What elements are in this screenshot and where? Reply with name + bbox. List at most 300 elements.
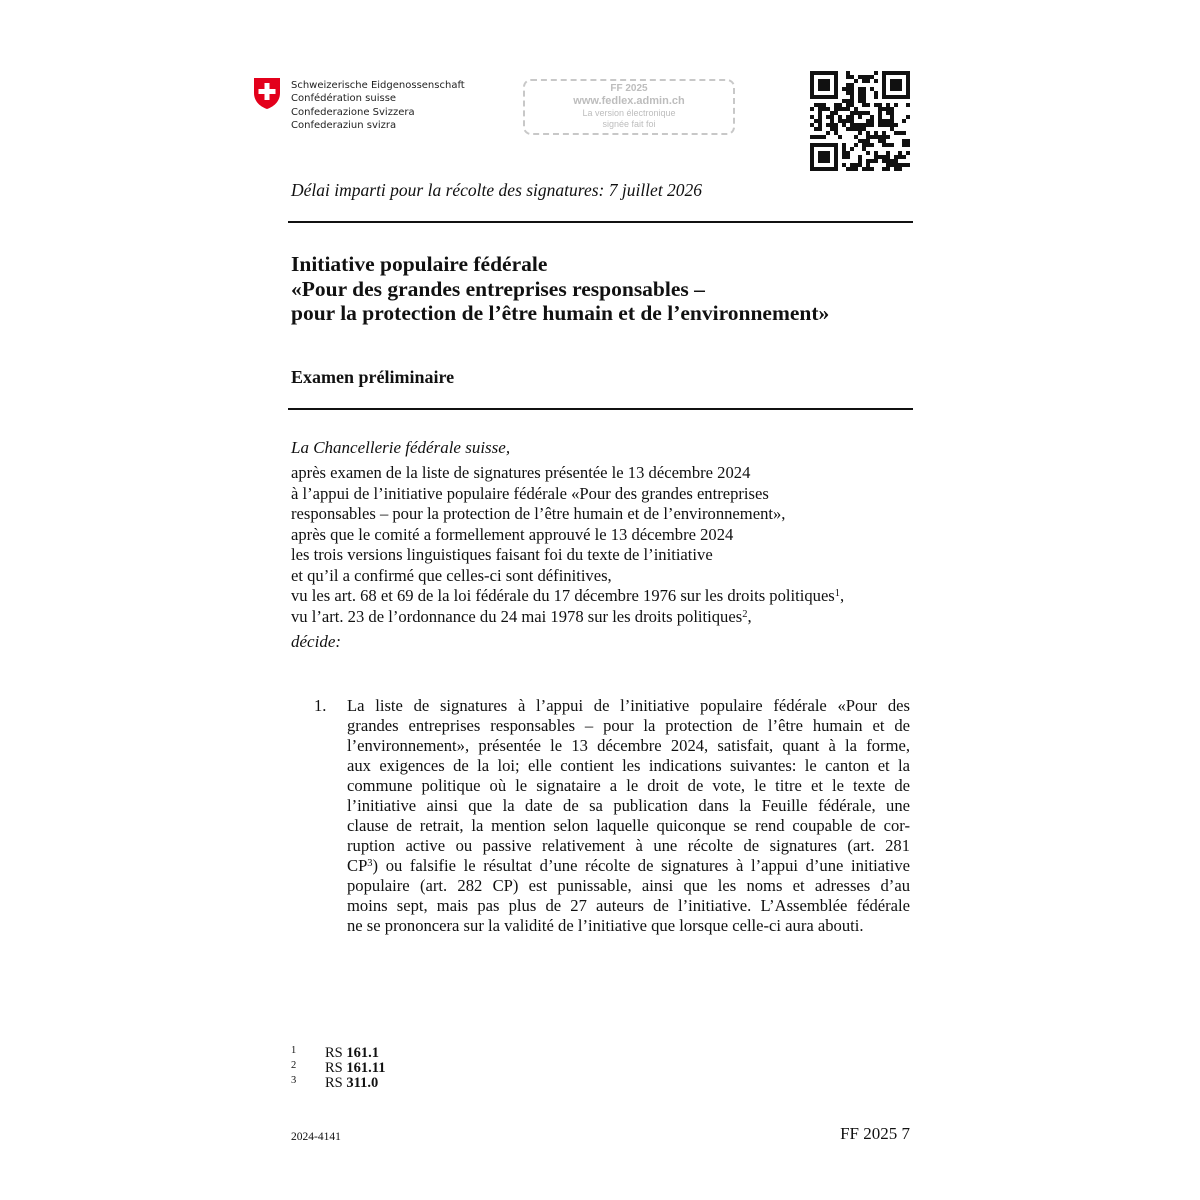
qr-module xyxy=(882,143,886,147)
qr-module xyxy=(818,103,822,107)
qr-module xyxy=(810,95,814,99)
qr-module xyxy=(898,83,902,87)
qr-module xyxy=(814,143,818,147)
stamp-note-2: signée fait foi xyxy=(602,119,656,129)
qr-module xyxy=(810,143,814,147)
considerant-line xyxy=(291,607,844,628)
qr-module xyxy=(870,115,874,119)
qr-module xyxy=(882,131,886,135)
qr-module xyxy=(850,87,854,91)
qr-module xyxy=(826,143,830,147)
decision-label: décide: xyxy=(291,632,342,651)
qr-module xyxy=(842,99,846,103)
qr-module xyxy=(902,139,906,143)
qr-module xyxy=(870,167,874,171)
qr-module xyxy=(858,163,862,167)
qr-module xyxy=(810,115,814,119)
footnote-prefix: RS xyxy=(325,1075,343,1091)
qr-module xyxy=(854,167,858,171)
qr-module xyxy=(854,111,858,115)
qr-module xyxy=(870,159,874,163)
qr-module xyxy=(866,159,870,163)
qr-module xyxy=(822,83,826,87)
footnote-reference[interactable]: 1 xyxy=(834,588,841,599)
qr-module xyxy=(830,123,834,127)
qr-module xyxy=(850,167,854,171)
qr-module xyxy=(898,71,902,75)
qr-module xyxy=(882,155,886,159)
qr-module xyxy=(846,155,850,159)
bottom-divider xyxy=(288,408,913,410)
qr-module xyxy=(846,83,850,87)
qr-module xyxy=(870,75,874,79)
qr-module xyxy=(830,167,834,171)
qr-module xyxy=(814,127,818,131)
qr-module xyxy=(818,127,822,131)
qr-module xyxy=(846,167,850,171)
stamp-note-1: La version électronique xyxy=(582,108,676,118)
considerant-text: vu les art. 68 et 69 de la loi fédérale du 17 décembre 1976 sur les droits politiques xyxy=(291,586,835,605)
qr-module xyxy=(906,79,910,83)
qr-module xyxy=(886,143,890,147)
qr-module xyxy=(842,155,846,159)
qr-module xyxy=(818,119,822,123)
qr-module xyxy=(890,107,894,111)
qr-module xyxy=(862,147,866,151)
item-line: moins sept, mais pas plus de 27 auteurs de l’initiative. L’Assemblée fédérale xyxy=(347,896,910,915)
qr-module xyxy=(886,167,890,171)
qr-module xyxy=(898,167,902,171)
qr-module xyxy=(846,151,850,155)
qr-module xyxy=(826,115,830,119)
qr-module xyxy=(866,119,870,123)
qr-module xyxy=(826,79,830,83)
qr-module xyxy=(814,103,818,107)
qr-module xyxy=(826,83,830,87)
title-line: Initiative populaire fédérale xyxy=(291,252,548,276)
qr-module xyxy=(854,143,858,147)
qr-module xyxy=(810,147,814,151)
qr-module xyxy=(894,71,898,75)
document-number: 2024-4141 xyxy=(291,1131,341,1143)
item-line xyxy=(347,856,910,876)
qr-module xyxy=(826,107,830,111)
signature-deadline: Délai imparti pour la récolte des signatures: 7 juillet 2026 xyxy=(291,180,703,200)
item-line: La liste de signatures à l’appui de l’initiative populaire fédérale «Pour des xyxy=(347,696,910,715)
qr-module xyxy=(886,151,890,155)
qr-module xyxy=(898,151,902,155)
confederation-name-fr: Confédération suisse xyxy=(291,93,397,105)
qr-module xyxy=(866,131,870,135)
qr-module xyxy=(846,87,850,91)
qr-module xyxy=(826,123,830,127)
qr-module xyxy=(866,123,870,127)
qr-module xyxy=(818,167,822,171)
item-line-start: CP xyxy=(347,856,368,875)
qr-module xyxy=(866,103,870,107)
qr-module xyxy=(874,103,878,107)
qr-module xyxy=(810,71,814,75)
qr-module xyxy=(882,139,886,143)
item-line: clause de retrait, la mention selon laquelle quiconque se rend coupable de cor- xyxy=(347,816,910,835)
qr-code xyxy=(810,71,910,171)
qr-module xyxy=(850,115,854,119)
qr-module xyxy=(826,87,830,91)
qr-module xyxy=(858,95,862,99)
qr-module xyxy=(850,75,854,79)
qr-module xyxy=(830,127,834,131)
qr-module xyxy=(870,135,874,139)
footnote-number: 1 xyxy=(291,1045,297,1056)
qr-module xyxy=(862,139,866,143)
qr-module xyxy=(846,91,850,95)
confederation-name-it: Confederazione Svizzera xyxy=(291,106,415,118)
qr-module xyxy=(862,91,866,95)
footnote-reference[interactable]: 3 xyxy=(367,858,373,869)
qr-module xyxy=(810,91,814,95)
qr-module xyxy=(882,71,886,75)
qr-module xyxy=(814,119,818,123)
qr-module xyxy=(862,127,866,131)
qr-module xyxy=(898,163,902,167)
item-line: ruption active ou passive relativement à une récolte de signatures (art. 281 xyxy=(347,836,910,855)
qr-module xyxy=(858,91,862,95)
qr-module xyxy=(810,123,814,127)
qr-module xyxy=(906,83,910,87)
qr-module xyxy=(882,167,886,171)
stamp-url: www.fedlex.admin.ch xyxy=(573,95,685,107)
qr-module xyxy=(822,159,826,163)
document-subtitle: Examen préliminaire xyxy=(291,367,455,387)
qr-module xyxy=(858,155,862,159)
qr-module xyxy=(846,71,850,75)
qr-module xyxy=(902,131,906,135)
qr-module xyxy=(834,127,838,131)
qr-module xyxy=(902,155,906,159)
qr-module xyxy=(906,163,910,167)
qr-module xyxy=(810,135,814,139)
qr-module xyxy=(858,75,862,79)
footnote-reference[interactable]: 2 xyxy=(742,608,748,620)
qr-module xyxy=(894,123,898,127)
item-line: grandes entreprises responsables – pour la protection de l’être humain et de xyxy=(347,716,910,735)
qr-module xyxy=(834,147,838,151)
qr-module xyxy=(842,163,846,167)
qr-module xyxy=(826,167,830,171)
qr-module xyxy=(834,71,838,75)
qr-module xyxy=(814,135,818,139)
page-reference: FF 2025 7 xyxy=(840,1124,910,1143)
qr-module xyxy=(858,131,862,135)
qr-module xyxy=(818,83,822,87)
qr-module xyxy=(878,155,882,159)
qr-module xyxy=(850,123,854,127)
qr-module xyxy=(882,159,886,163)
qr-module xyxy=(858,87,862,91)
footnote-number: 2 xyxy=(291,1060,297,1071)
qr-module xyxy=(886,107,890,111)
qr-module xyxy=(838,135,842,139)
qr-module xyxy=(902,95,906,99)
qr-module xyxy=(890,163,894,167)
stamp-reference: FF 2025 xyxy=(610,83,648,94)
qr-module xyxy=(866,139,870,143)
confederation-name-rm: Confederaziun svizra xyxy=(291,119,397,131)
considerant-line: à l’appui de l’initiative populaire fédérale «Pour des grandes entreprises xyxy=(291,483,769,503)
qr-module xyxy=(834,167,838,171)
qr-module xyxy=(906,71,910,75)
considerant-line: et qu’il a confirmé que celles-ci sont définitives, xyxy=(291,565,612,585)
qr-module xyxy=(850,83,854,87)
qr-module xyxy=(810,107,814,111)
qr-module xyxy=(854,107,858,111)
qr-module xyxy=(822,71,826,75)
qr-module xyxy=(810,79,814,83)
qr-module xyxy=(834,151,838,155)
qr-module xyxy=(834,91,838,95)
qr-module xyxy=(850,119,854,123)
qr-module xyxy=(886,135,890,139)
qr-module xyxy=(854,135,858,139)
qr-module xyxy=(894,83,898,87)
qr-module xyxy=(866,135,870,139)
qr-module xyxy=(854,79,858,83)
qr-module xyxy=(902,71,906,75)
qr-module xyxy=(822,79,826,83)
qr-module xyxy=(886,103,890,107)
footnote xyxy=(291,1076,385,1091)
qr-module xyxy=(854,163,858,167)
qr-module xyxy=(846,127,850,131)
qr-module xyxy=(838,103,842,107)
qr-module xyxy=(810,159,814,163)
qr-module xyxy=(878,111,882,115)
qr-module xyxy=(898,155,902,159)
qr-module xyxy=(834,155,838,159)
title-line: «Pour des grandes entreprises responsables – xyxy=(291,276,705,301)
qr-module xyxy=(850,91,854,95)
qr-module xyxy=(862,79,866,83)
qr-module xyxy=(874,159,878,163)
qr-module xyxy=(882,91,886,95)
footnote-link[interactable]: 161.11 xyxy=(346,1060,386,1076)
item-line: aux exigences de la loi; elle contient les indications suivantes: le canton et la xyxy=(347,756,910,775)
qr-module xyxy=(874,155,878,159)
footnote-link[interactable]: 311.0 xyxy=(346,1075,379,1091)
qr-module xyxy=(866,79,870,83)
qr-module xyxy=(906,91,910,95)
qr-module xyxy=(846,75,850,79)
qr-module xyxy=(862,75,866,79)
qr-module xyxy=(882,135,886,139)
qr-module xyxy=(822,155,826,159)
footnote-prefix: RS xyxy=(325,1045,343,1061)
qr-module xyxy=(878,107,882,111)
document-title xyxy=(291,252,829,326)
qr-module xyxy=(898,87,902,91)
qr-module xyxy=(862,143,866,147)
qr-module xyxy=(850,103,854,107)
qr-module xyxy=(810,151,814,155)
item-number: 1. xyxy=(314,696,327,715)
qr-module xyxy=(818,135,822,139)
qr-module xyxy=(822,135,826,139)
qr-module xyxy=(834,123,838,127)
punctuation: , xyxy=(840,586,845,605)
qr-module xyxy=(834,143,838,147)
qr-module xyxy=(810,75,814,79)
qr-module xyxy=(858,139,862,143)
qr-module xyxy=(894,95,898,99)
qr-module xyxy=(826,95,830,99)
qr-module xyxy=(846,103,850,107)
qr-module xyxy=(822,167,826,171)
qr-module xyxy=(826,151,830,155)
qr-module xyxy=(886,95,890,99)
qr-module xyxy=(906,143,910,147)
qr-module xyxy=(822,87,826,91)
item-line: l’environnement», présentée le 13 décembre 2024, satisfait, quant à la forme, xyxy=(347,736,910,755)
qr-module xyxy=(866,111,870,115)
qr-module xyxy=(878,139,882,143)
qr-module xyxy=(878,123,882,127)
qr-module xyxy=(830,111,834,115)
qr-module xyxy=(898,131,902,135)
qr-module xyxy=(822,143,826,147)
qr-module xyxy=(886,123,890,127)
qr-module xyxy=(818,79,822,83)
qr-module xyxy=(826,71,830,75)
item-text xyxy=(347,696,910,936)
qr-module xyxy=(834,131,838,135)
qr-module xyxy=(886,159,890,163)
qr-module xyxy=(834,75,838,79)
qr-module xyxy=(834,103,838,107)
qr-module xyxy=(858,115,862,119)
qr-module xyxy=(906,115,910,119)
issuing-authority: La Chancellerie fédérale suisse, xyxy=(291,438,511,457)
qr-module xyxy=(882,95,886,99)
qr-module xyxy=(862,99,866,103)
considerant-line: les trois versions linguistiques faisant foi du texte de l’initiative xyxy=(291,545,713,564)
qr-module xyxy=(838,107,842,111)
punctuation: , xyxy=(747,606,752,626)
qr-module xyxy=(862,123,866,127)
qr-module xyxy=(874,79,878,83)
qr-module xyxy=(818,95,822,99)
qr-module xyxy=(826,155,830,159)
qr-module xyxy=(874,91,878,95)
qr-module xyxy=(818,155,822,159)
qr-module xyxy=(882,75,886,79)
qr-module xyxy=(850,99,854,103)
qr-module xyxy=(874,151,878,155)
footnote-number: 3 xyxy=(291,1075,297,1086)
qr-module xyxy=(822,103,826,107)
qr-module xyxy=(822,107,826,111)
confederation-names xyxy=(291,79,465,132)
qr-module xyxy=(898,79,902,83)
qr-module xyxy=(826,159,830,163)
qr-module xyxy=(862,95,866,99)
qr-module xyxy=(866,163,870,167)
qr-module xyxy=(858,111,862,115)
considerant-line: responsables – pour la protection de l’être humain et de l’environnement», xyxy=(291,504,786,523)
qr-module xyxy=(842,107,846,111)
qr-module xyxy=(846,119,850,123)
qr-module xyxy=(870,119,874,123)
qr-module xyxy=(862,103,866,107)
footnote-link[interactable]: 161.1 xyxy=(346,1045,379,1061)
qr-module xyxy=(870,87,874,91)
qr-module xyxy=(834,95,838,99)
qr-module xyxy=(830,119,834,123)
qr-module xyxy=(850,147,854,151)
qr-module xyxy=(866,143,870,147)
qr-module xyxy=(830,71,834,75)
qr-module xyxy=(822,151,826,155)
qr-module xyxy=(886,155,890,159)
qr-module xyxy=(886,163,890,167)
qr-module xyxy=(818,71,822,75)
qr-module xyxy=(854,123,858,127)
qr-module xyxy=(810,163,814,167)
qr-module xyxy=(850,163,854,167)
qr-module xyxy=(878,103,882,107)
qr-module xyxy=(862,111,866,115)
qr-module xyxy=(810,83,814,87)
qr-module xyxy=(818,123,822,127)
footnote-prefix: RS xyxy=(325,1060,343,1076)
qr-module xyxy=(850,95,854,99)
qr-module xyxy=(838,115,842,119)
qr-module xyxy=(858,127,862,131)
qr-module xyxy=(842,87,846,91)
qr-module xyxy=(810,155,814,159)
top-divider xyxy=(288,221,913,223)
qr-module xyxy=(846,107,850,111)
qr-module xyxy=(906,103,910,107)
qr-module xyxy=(850,127,854,131)
qr-module xyxy=(906,151,910,155)
qr-module xyxy=(830,115,834,119)
qr-module xyxy=(818,107,822,111)
item-line: ne se prononcera sur la validité de l’initiative que lorsque celle-ci aura abouti. xyxy=(347,916,864,935)
qr-module xyxy=(882,119,886,123)
qr-module xyxy=(882,79,886,83)
qr-module xyxy=(890,115,894,119)
qr-module xyxy=(890,159,894,163)
item-line: l’initiative ainsi que la date de sa publication dans la Feuille fédérale, une xyxy=(347,796,910,815)
considerant-line: après que le comité a formellement approuvé le 13 décembre 2024 xyxy=(291,524,734,544)
qr-module xyxy=(870,123,874,127)
qr-module xyxy=(842,123,846,127)
qr-module xyxy=(842,151,846,155)
qr-module xyxy=(862,87,866,91)
qr-module xyxy=(890,79,894,83)
qr-module xyxy=(890,95,894,99)
qr-module xyxy=(890,123,894,127)
qr-module xyxy=(898,95,902,99)
qr-module xyxy=(894,159,898,163)
qr-module xyxy=(842,147,846,151)
qr-module xyxy=(830,143,834,147)
qr-module xyxy=(886,111,890,115)
qr-module xyxy=(814,71,818,75)
qr-module xyxy=(846,99,850,103)
qr-module xyxy=(902,143,906,147)
qr-module xyxy=(826,131,830,135)
